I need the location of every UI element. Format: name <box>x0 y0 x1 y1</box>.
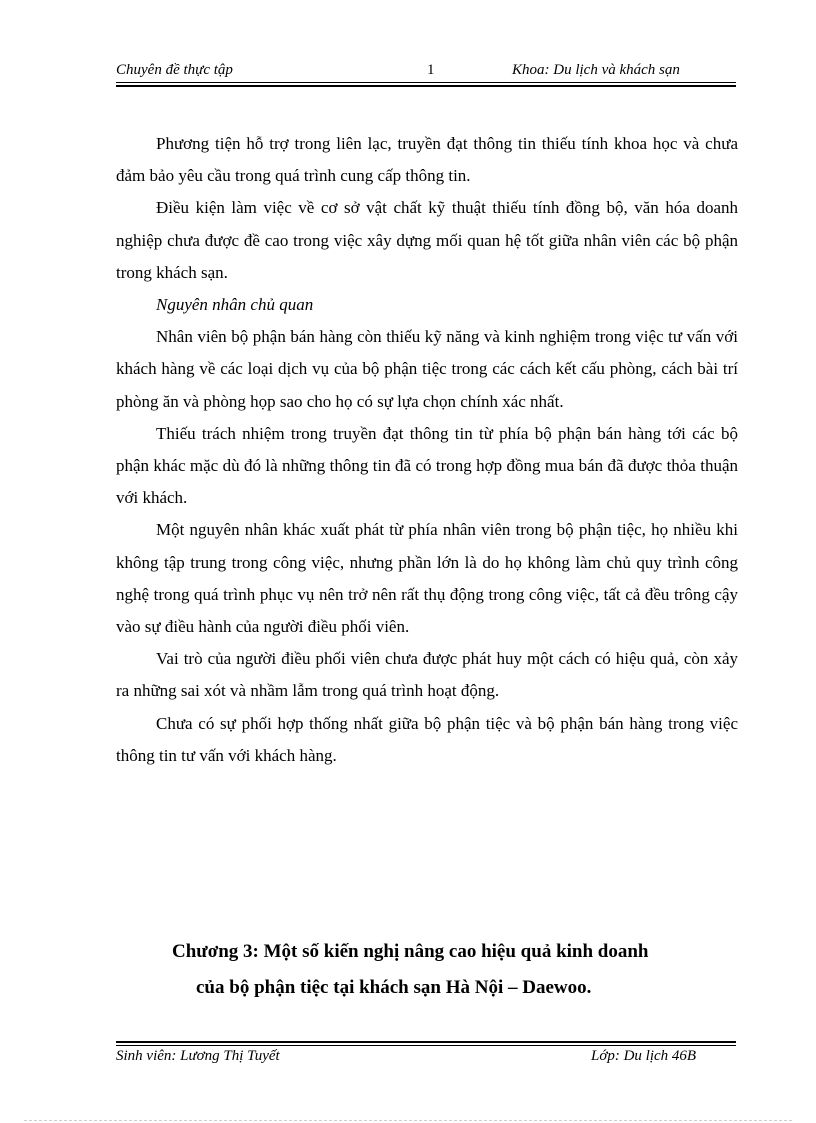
page-footer <box>116 1048 736 1070</box>
header-rule-thin <box>116 82 736 83</box>
paragraph: Chưa có sự phối hợp thống nhất giữa bộ phận tiệc và bộ phận bán hàng trong việc thông tin tư vấn với khách hàng. <box>116 713 738 765</box>
paragraph: Phương tiện hỗ trợ trong liên lạc, truyền đạt thông tin thiếu tính khoa học và chưa đảm bảo yêu cầu trong quá trình cung cấp thông tin. <box>116 134 738 186</box>
header-document-type: Chuyên đề thực tập <box>116 62 233 78</box>
paragraph: Nhân viên bộ phận bán hàng còn thiếu kỹ năng và kinh nghiệm trong việc tư vấn với khách hàng về các loại dịch vụ của bộ phận tiệc trong các cách kết cấu phòng, cách bài trí phòng ăn và phòng họp sao cho họ có sự lựa chọn chính xác nhất. <box>116 327 738 411</box>
footer-rule-thin <box>116 1045 736 1046</box>
chapter-heading <box>116 934 776 1006</box>
header-faculty: Khoa: Du lịch và khách sạn <box>512 62 680 78</box>
paragraph: Điều kiện làm việc về cơ sở vật chất kỹ thuật thiếu tính đồng bộ, văn hóa doanh nghiệp chưa được đề cao trong việc xây dựng mối quan hệ tốt giữa nhân viên các bộ phận trong khách sạn. <box>116 198 738 282</box>
subheading-subjective-causes: Nguyên nhân chủ quan <box>156 295 314 315</box>
body-text <box>116 128 738 772</box>
footer-rule-thick <box>116 1041 736 1043</box>
page-header <box>116 60 736 82</box>
paragraph: Vai trò của người điều phối viên chưa được phát huy một cách có hiệu quả, còn xảy ra những sai xót và nhầm lẫm trong quá trình hoạt động. <box>116 649 738 701</box>
chapter-heading-line-2: của bộ phận tiệc tại khách sạn Hà Nội – Daewoo. <box>196 977 592 998</box>
paragraph: Một nguyên nhân khác xuất phát từ phía nhân viên trong bộ phận tiệc, họ nhiều khi không tập trung trong công việc, nhưng phần lớn là do họ không làm chủ quy trình công nghệ trong quá trình phục vụ nên trở nên rất thụ động trong công việc, tất cả đều trông cậy vào sự điều hành của người điều phối viên. <box>116 520 738 637</box>
header-rule-thick <box>116 85 736 87</box>
chapter-heading-line-1: Chương 3: Một số kiến nghị nâng cao hiệu quả kinh doanh <box>172 941 649 962</box>
footer-class: Lớp: Du lịch 46B <box>591 1048 697 1064</box>
page-break-line <box>24 1120 792 1121</box>
paragraph: Thiếu trách nhiệm trong truyền đạt thông tin từ phía bộ phận bán hàng tới các bộ phận khác mặc dù đó là những thông tin đã có trong hợp đồng mua bán đã được thỏa thuận với khách. <box>116 423 738 508</box>
header-page-number: 1 <box>427 62 435 78</box>
footer-student-name: Sinh viên: Lương Thị Tuyết <box>116 1048 280 1064</box>
